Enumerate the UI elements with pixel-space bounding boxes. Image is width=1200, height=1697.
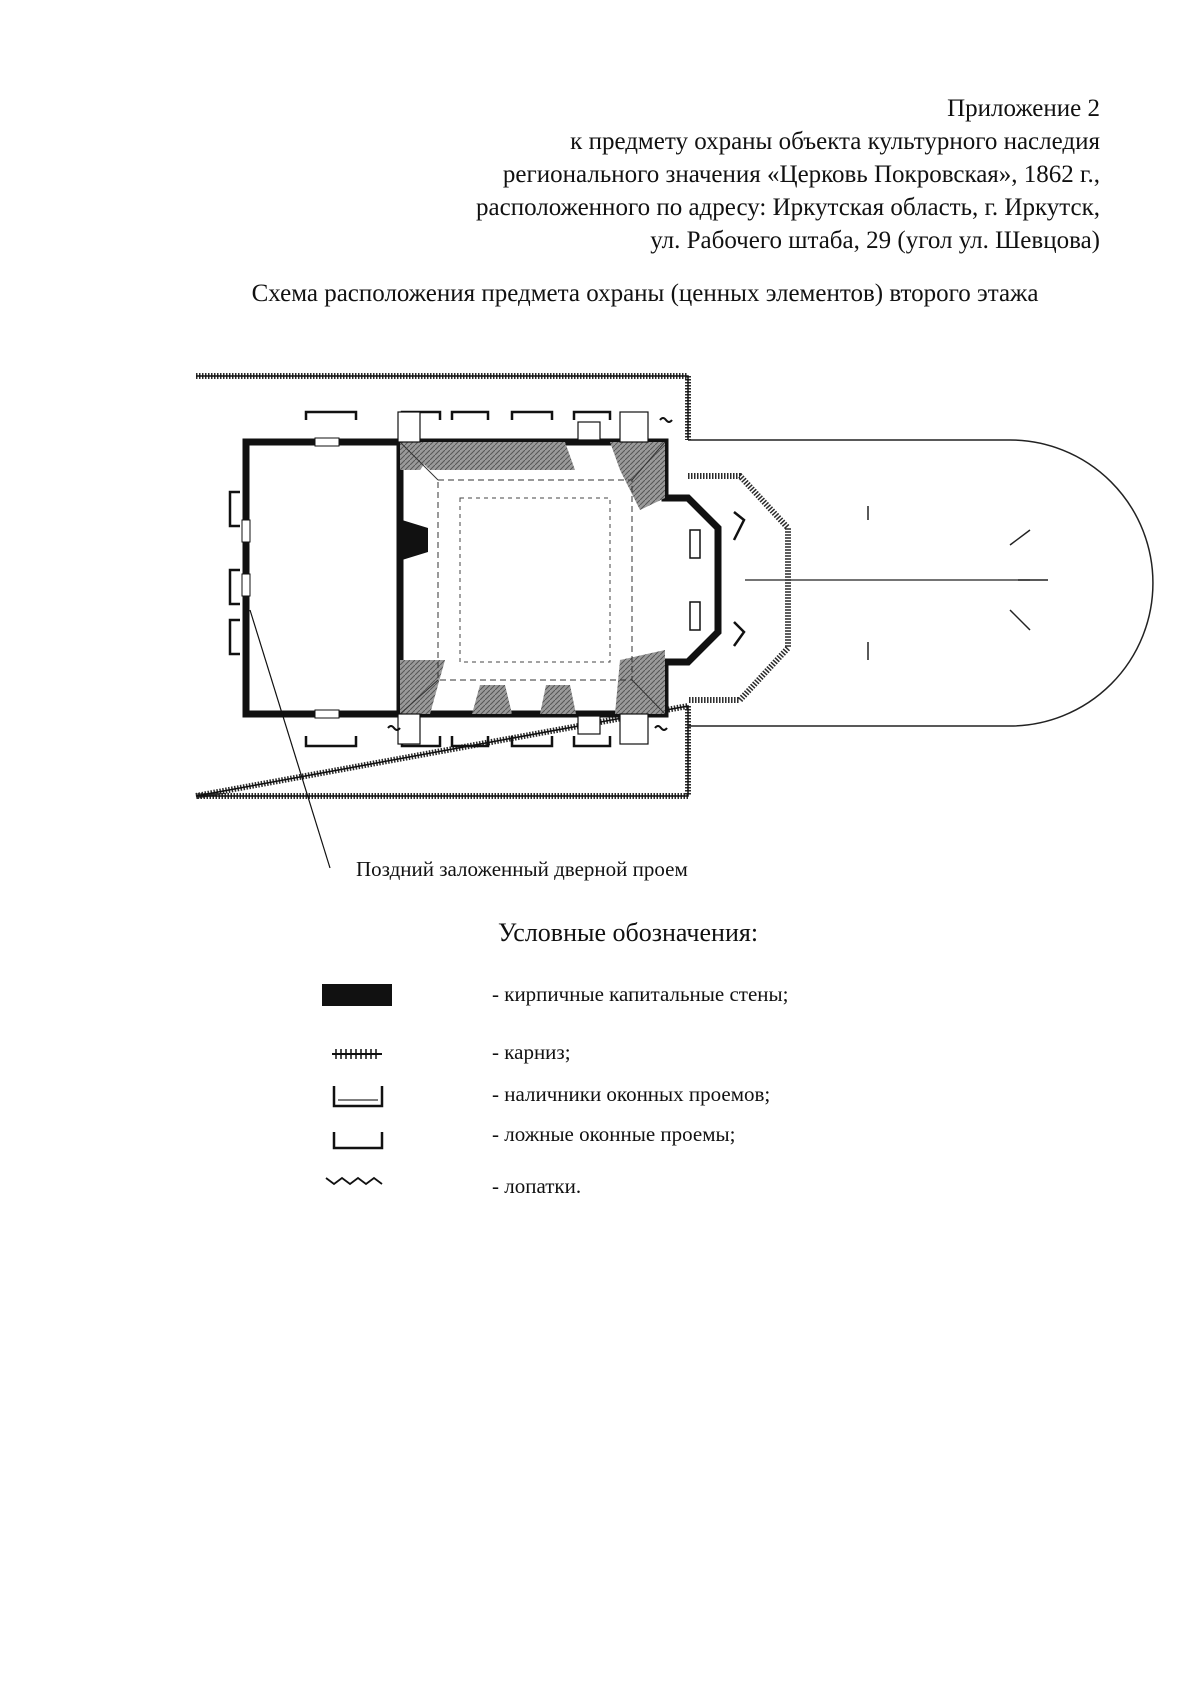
legend-label: - наличники оконных проемов; — [492, 1082, 771, 1106]
legend-item-false-windows — [320, 1122, 1020, 1162]
legend-title: Условные обозначения: — [498, 918, 759, 947]
window-frame-icon — [320, 1082, 396, 1122]
pilaster-icon — [320, 1170, 396, 1210]
legend-item-brick-walls — [320, 980, 1020, 1020]
appendix-line-3: расположенного по адресу: Иркутская область, г. Иркутск, — [476, 194, 1100, 221]
legend-label: - ложные оконные проемы; — [492, 1122, 736, 1146]
legend-item-pilasters — [320, 1170, 1020, 1210]
floor-plan — [0, 360, 1200, 880]
legend-label: - кирпичные капитальные стены; — [492, 982, 789, 1006]
appendix-header — [340, 92, 1100, 257]
legend-item-window-frames — [320, 1082, 1020, 1122]
legend-label: - карниз; — [492, 1040, 571, 1064]
appendix-line-4: ул. Рабочего штаба, 29 (угол ул. Шевцова) — [650, 227, 1100, 254]
legend-label: - лопатки. — [492, 1174, 582, 1198]
refectory-walls — [242, 438, 400, 718]
false-window-icon — [320, 1122, 396, 1162]
callout-leader-line — [250, 610, 330, 868]
late-doorway-callout: Поздний заложенный дверной проем — [356, 857, 688, 881]
appendix-line-1: к предмету охраны объекта культурного наследия — [570, 128, 1100, 155]
legend-item-cornice — [320, 1040, 1020, 1080]
nave-walls — [400, 442, 718, 714]
cornice-icon — [320, 1040, 396, 1080]
appendix-line-2: регионального значения «Церковь Покровская», 1862 г., — [502, 161, 1100, 188]
brick-wall-icon — [320, 980, 396, 1020]
scheme-title: Схема расположения предмета охраны (ценных элементов) второго этажа — [251, 280, 1039, 307]
appendix-number: Приложение 2 — [947, 95, 1100, 122]
